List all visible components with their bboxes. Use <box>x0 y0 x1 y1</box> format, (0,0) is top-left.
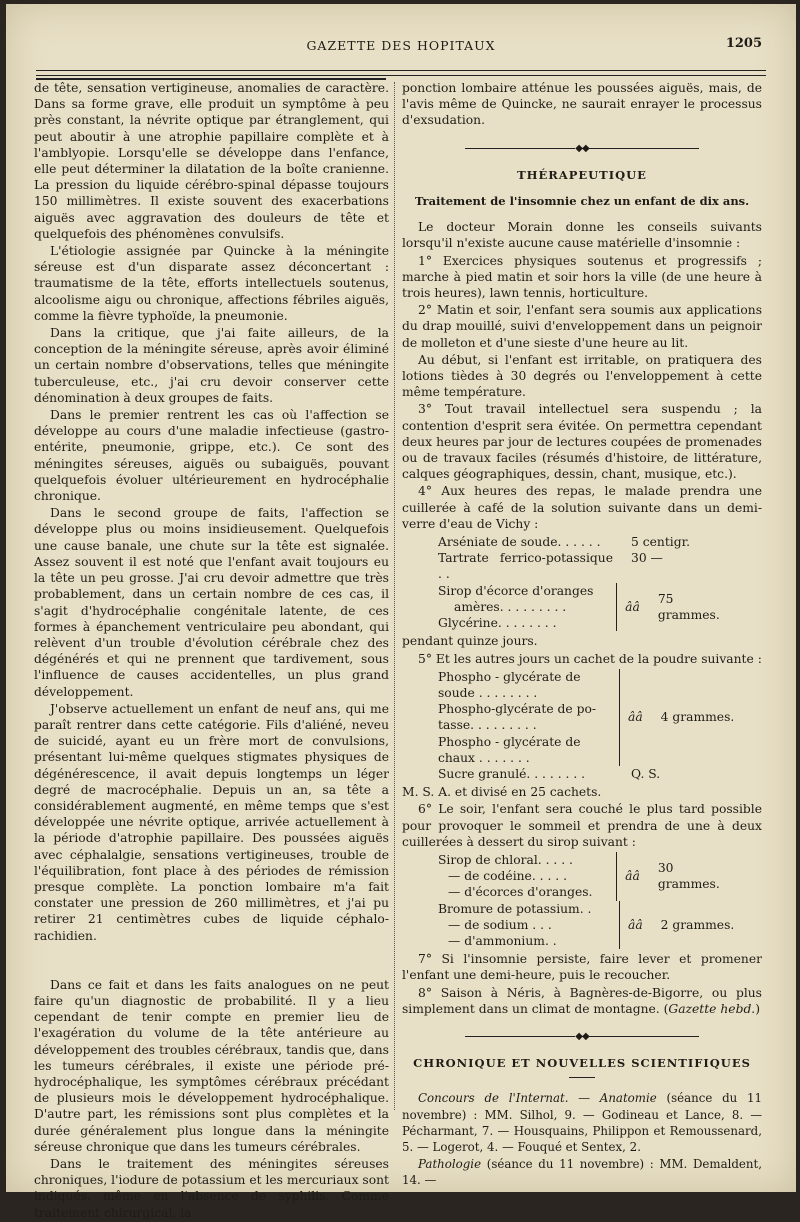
prescription-2 <box>438 669 738 782</box>
article-subtitle: Traitement de l'insomnie chez un enfant de dix ans. <box>414 194 750 209</box>
quantity: 30 grammes. <box>657 861 720 892</box>
paragraph: Le docteur Morain donne les conseils suivants lorsqu'il n'existe aucune cause matérielle d'insomnie : <box>402 220 762 251</box>
short-rule <box>569 1077 595 1078</box>
ingredient: Arséniate de soude. . . . . . <box>438 535 601 550</box>
quantity: 5 centigr. <box>631 535 690 550</box>
text-run: 8° Saison à Néris, à Bagnères-de-Bigorre, ou plus simplement dans un climat de montagne. ( <box>402 985 762 1016</box>
ingredient: soude . . . . . . . . <box>438 685 538 700</box>
ingredient: Phospho - glycérate de <box>438 669 581 684</box>
text-run: ) <box>755 1001 761 1016</box>
section-title-therapeutique: THÉRAPEUTIQUE <box>517 167 647 182</box>
paragraph: ponction lombaire atténue les poussées aiguës, mais, de l'avis même de Quincke, ne saurait enrayer le processus d'exsudation. <box>402 81 762 128</box>
paragraph: Dans le second groupe de faits, l'affection se développe plus ou moins insidieusement. Quelquefois une cause banale, une chute sur la tête est signalée. Assez souvent il est noté que l'enfant avait toujours eu la tête un peu grosse. J'ai cru devoir admettre que très probablement, dans un certain nombre de ces cas, il s'agit d'hydrocéphalie congénitale latente, de ces formes à épanchement ventriculaire peu abondant, qui relèvent d'un trouble d'évolution cérébrale chez des dégénérés et qui ne prennent que tardivement, sous l'influence de causes accidentelles, un plus grand développement. <box>34 506 389 699</box>
paragraph: 6° Le soir, l'enfant sera couché le plus tard possible pour provoquer le sommeil et prendra de une à deux cuillerées à dessert du sirop suivant : <box>402 802 762 849</box>
blank-gap <box>34 945 389 977</box>
prescription-1 <box>438 534 738 631</box>
paragraph: pendant quinze jours. <box>402 634 538 649</box>
ornament-divider: ◆◆ <box>402 1029 762 1045</box>
header-rule <box>36 70 766 76</box>
page-number: 1205 <box>725 36 762 51</box>
paragraph: Dans la critique, que j'ai faite ailleurs, de la conception de la méningite séreuse, après avoir éliminé un certain nombre d'observations, telles que méningite tuberculeuse, etc., j'ai cru devoir conserver cette dénomination à deux groupes de faits. <box>34 326 389 405</box>
heading-run: Concours de l'Internat. — Anatomie <box>418 1091 657 1106</box>
ingredient: Phospho - glycérate de <box>438 734 581 749</box>
ingredient: — de sodium . . . <box>448 917 552 932</box>
section-title-chronique: CHRONIQUE ET NOUVELLES SCIENTIFIQUES <box>413 1056 751 1071</box>
prescription-3 <box>438 852 738 949</box>
paragraph: 2° Matin et soir, l'enfant sera soumis aux applications du drap mouillé, suivi d'enveloppement dans un peignoir de molleton et d'une sieste d'une heure au lit. <box>402 303 762 350</box>
ana-mark: ââ <box>628 710 643 725</box>
quantity: Q. S. <box>631 766 661 781</box>
text-run: (séance du 11 novembre) : MM. Silhol, 9. — Godineau et Lance, 8. — Pécharmant, 7. — Housquains, Philippon et Remoussenard, 5. — Logerot, 4. — Fouqué et Sentex, 2. <box>402 1091 762 1154</box>
paragraph: Dans ce fait et dans les faits analogues on ne peut faire qu'un diagnostic de probabilité. Il y a lieu cependant de tenir compte en premier lieu de l'exagération du volume de la tête antérieure au développement des troubles cérébraux, tandis que, dans les tumeurs cérébrales, il existe une période pré-hydrocéphalique, les symptômes cérébraux précédant de plusieurs mois le développement hydrocéphalique. D'autre part, les rémissions sont plus complètes et la durée généralement plus longue dans la méningite séreuse chronique que dans les tumeurs cérébrales. <box>34 977 389 1154</box>
source-citation: Gazette hebd. <box>668 1001 756 1016</box>
paragraph: de tête, sensation vertigineuse, anomalies de caractère. Dans sa forme grave, elle produit un symptôme à peu près constant, la névrite optique par étranglement, qui peut aboutir à une atrophie papillaire complète et à l'amblyopie. Lorsqu'elle se développe dans l'enfance, elle peut déterminer la dilatation de la boîte cranienne. La pression du liquide cérébro-spinal dépasse toujours 150 millimètres. Il existe souvent des exacerbations aiguës avec aggravation des douleurs de tête et quelquefois des phénomènes convulsifs. <box>34 81 389 241</box>
paragraph <box>402 1090 762 1155</box>
paragraph: M. S. A. et divisé en 25 cachets. <box>402 785 602 800</box>
ana-mark: ââ <box>625 869 640 884</box>
left-column <box>34 80 389 1222</box>
ingredient: Bromure de potassium. . <box>438 901 592 916</box>
journal-title: GAZETTE DES HOPITAUX <box>306 38 496 53</box>
ornament-divider: ◆◆ <box>402 141 762 157</box>
paragraph: 5° Et les autres jours un cachet de la poudre suivante : <box>418 651 762 666</box>
ingredient: Sucre granulé. . . . . . . . <box>438 766 586 781</box>
paragraph: 1° Exercices physiques soutenus et progressifs ; marche à pied matin et soir hors la ville (de une heure à trois heures), lawn tennis, horticulture. <box>402 253 762 301</box>
page-header <box>36 34 766 58</box>
paragraph: Dans le traitement des méningites séreuses chroniques, l'iodure de potassium et les mercuriaux sont indiqués, même en l'absence de syphilis. Comme traitement chirurgical, la <box>34 1157 389 1220</box>
right-column <box>402 80 762 1190</box>
column-divider <box>394 82 395 1110</box>
quantity: 2 grammes. <box>660 917 735 932</box>
quantity: 75 grammes. <box>657 591 720 622</box>
ana-mark: ââ <box>625 599 640 614</box>
paragraph: Dans le premier rentrent les cas où l'affection se développe au cours d'une maladie infectieuse (gastro-entérite, pneumonie, grippe, etc.). Ce sont des méningites séreuses, aiguës ou subaiguës, pouvant quelquefois évoluer ultérieurement en hydrocéphalie chronique. <box>34 408 389 504</box>
text-run: (séance du 11 novembre) : MM. Demaldent, 14. — <box>402 1157 762 1188</box>
paragraph: 7° Si l'insomnie persiste, faire lever et promener l'enfant une demi-heure, puis le recoucher. <box>402 952 762 983</box>
paragraph <box>402 1156 762 1188</box>
paragraph <box>402 985 762 1017</box>
ingredient: — d'ammonium. . <box>448 933 557 948</box>
ingredient: amères. . . . . . . . . <box>454 599 567 614</box>
ingredient: chaux . . . . . . . <box>438 750 530 765</box>
ingredient: — d'écorces d'oranges. <box>448 885 593 900</box>
quantity: 30 — <box>631 551 663 566</box>
ingredient: tasse. . . . . . . . . <box>438 718 537 733</box>
ingredient: Sirop d'écorce d'oranges <box>438 583 594 598</box>
ingredient: — de codéine. . . . . <box>448 869 568 884</box>
paragraph: J'observe actuellement un enfant de neuf ans, qui me paraît rentrer dans cette catégorie. Fils d'aliéné, neveu de suicidé, ayant eu un frère mort de convulsions, présentant lui-même quelques stigmates physiques de dégénérescence, il avait depuis longtemps un léger degré de macrocéphalie. Depuis un an, sa tête a considérablement augmenté, en même temps que s'est développée une névrite optique, arrivée actuellement à la période d'atrophie papillaire. Des poussées aiguës avec céphalalgie, sensations vertigineuses, trouble de l'équilibration, font place à des périodes de rémission presque complète. La ponction lombaire m'a fait constater une pression de 260 millimètres, et j'ai pu retirer 21 centimètres cubes de liquide céphalo-rachidien. <box>34 701 389 943</box>
paragraph: L'étiologie assignée par Quincke à la méningite séreuse est d'un disparate assez déconcertant : traumatisme de la tête, efforts intellectuels soutenus, alcoolisme aigu ou chronique, affections fébriles aiguës, comme la fièvre typhoïde, la pneumonie. <box>34 244 389 323</box>
ingredient: Phospho-glycérate de po- <box>438 702 596 717</box>
paragraph: 3° Tout travail intellectuel sera suspendu ; la contention d'esprit sera évitée. On permettra cependant deux heures par jour de lectures coupées de promenades ou de travaux faciles (résumés d'histoire, de littérature, calques géographiques, dessin, chant, musique, etc.). <box>402 402 762 482</box>
quantity: 4 grammes. <box>660 710 735 725</box>
ingredient: Tartrate ferrico-potassique . . <box>438 551 613 582</box>
newspaper-page <box>6 4 796 1220</box>
ana-mark: ââ <box>628 917 643 932</box>
ingredient: Sirop de chloral. . . . . <box>438 852 573 867</box>
heading-run: Pathologie <box>418 1157 482 1172</box>
paragraph: 4° Aux heures des repas, le malade prendra une cuillerée à café de la solution suivante dans un demi-verre d'eau de Vichy : <box>402 484 762 531</box>
paragraph: Au début, si l'enfant est irritable, on pratiquera des lotions tièdes à 30 degrés ou l'enveloppement à cette même température. <box>402 352 762 400</box>
ingredient: Glycérine. . . . . . . . <box>438 616 557 631</box>
